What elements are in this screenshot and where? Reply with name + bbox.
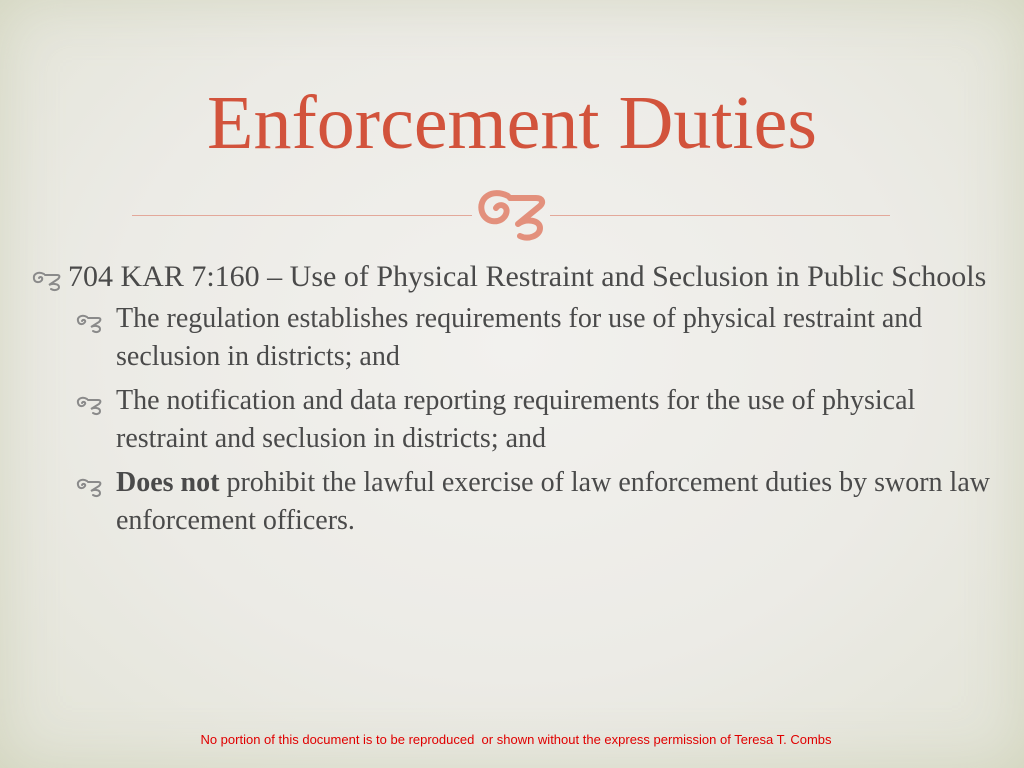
flourish-icon: [470, 182, 554, 242]
copyright-footer: No portion of this document is to be reproduced or shown without the express permission of Teresa T. Combs: [200, 732, 832, 747]
sub-bullet-text: The regulation establishes requirements for use of physical restraint and seclusion in districts; and: [116, 303, 923, 372]
sub-bullet-item: [30, 300, 1005, 376]
bullet-item: [30, 256, 1005, 298]
title-divider-left: [132, 215, 472, 216]
slide-title: Enforcement Duties: [207, 81, 817, 165]
flourish-bullet-icon: [74, 464, 104, 502]
bullet-text: 704 KAR 7:160 – Use of Physical Restraint and Seclusion in Public Schools: [68, 260, 987, 293]
sub-bullet-emphasis: Does not: [116, 467, 220, 498]
flourish-bullet-icon: [30, 256, 64, 298]
flourish-bullet-icon: [74, 382, 104, 420]
flourish-bullet-icon: [74, 300, 104, 338]
sub-bullet-text: prohibit the lawful exercise of law enforcement duties by sworn law enforcement officers.: [116, 467, 990, 536]
sub-bullet-text: The notification and data reporting requirements for the use of physical restraint and seclusion in districts; and: [116, 385, 916, 454]
sub-bullet-item: [30, 382, 1005, 458]
sub-bullet-item: [30, 464, 1005, 540]
title-divider-right: [550, 215, 890, 216]
bullet-list: [30, 256, 1005, 546]
